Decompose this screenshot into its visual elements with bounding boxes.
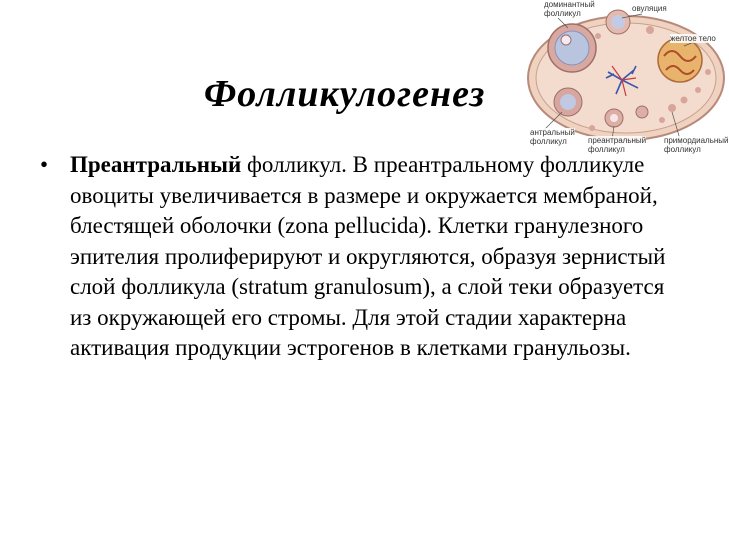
label-antral-follicle: антральный фолликул: [530, 128, 575, 146]
label-primordial-follicle: примордиальный фолликул: [664, 136, 729, 154]
ovary-diagram-figure: [522, 0, 729, 158]
bullet-icon: •: [40, 152, 49, 177]
bullet-item: [40, 150, 690, 364]
slide-title: Фолликулогенез: [204, 73, 486, 115]
label-preantral-follicle: преантральный фолликул: [588, 136, 647, 154]
label-ovulation: овуляция: [632, 4, 667, 13]
bullet-text: фолликул. В преантральному фолликуле овоциты увеличивается в размере и окружается мембраной, блестящей оболочки (zona pellucida). Клетки гранулезного эпителия пролиферируют и округляются, образуя зернистый слой фолликула (stratum granulosum), а слой теки образуется из окружающей его стромы. Для этой стадии характерна активация продукции эстрогенов в клетками гранульозы.: [70, 152, 666, 360]
label-corpus-luteum: желтое тело: [670, 34, 716, 43]
slide-body: [40, 150, 690, 364]
label-dominant-follicle: доминантный фолликул: [544, 0, 595, 18]
bullet-term: Преантральный: [70, 152, 242, 177]
